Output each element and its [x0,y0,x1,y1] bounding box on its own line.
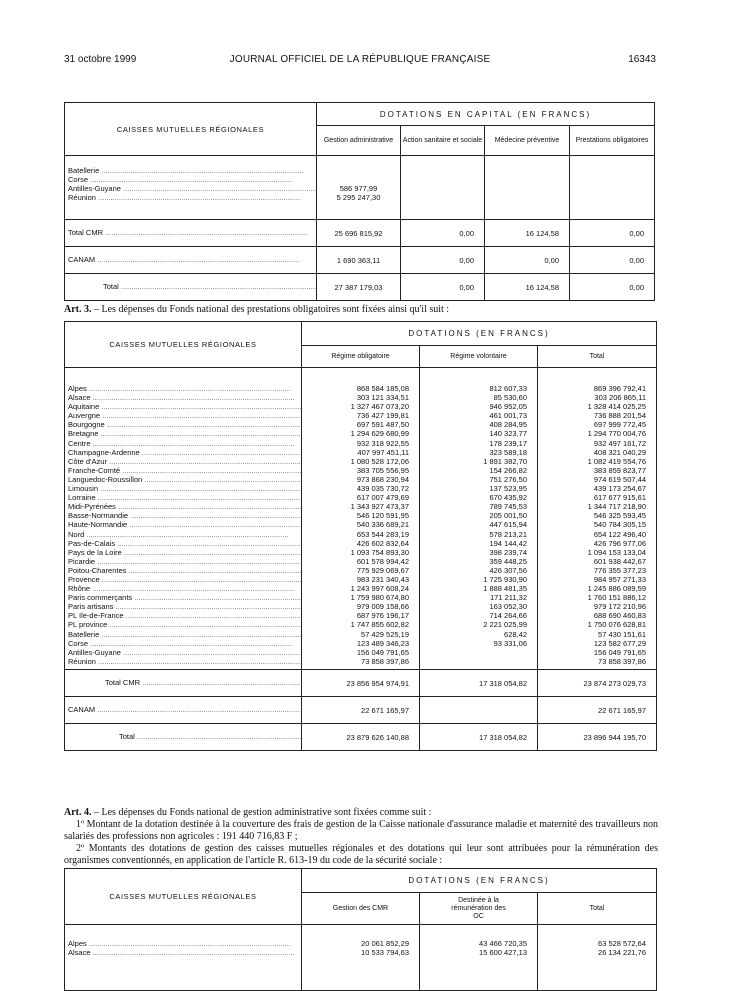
table-cell: 26 134 221,76 [598,948,646,958]
table-row-label: PL province ..... [68,620,301,629]
table-cell: 653 544 283,19 [356,529,409,539]
table-cell: 16 124,58 [485,220,570,247]
table-cell: 0,00 [401,247,485,274]
table3-gestion-cell [302,925,420,991]
table-cell: 1 888 481,35 [483,584,527,594]
table3-col-header: Total [538,893,657,925]
header-page-number: 16343 [628,54,656,65]
table-cell: 1 344 717 218,90 [587,502,646,512]
table-cell: 426 307,56 [489,565,527,575]
table2-regime-volontaire-cell [420,368,538,670]
table-cell: 932 497 161,72 [593,438,646,448]
table-row-label: Provence ..... [68,575,301,584]
table-cell [317,175,400,184]
table-cell: 15 600 427,13 [479,948,527,958]
table-row-label: Pas-de-Calais ..... [68,539,301,548]
table1-values-cell [317,156,401,220]
table-row-label: Antilles-Guyane ..... [68,184,316,193]
table-cell: 869 396 792,41 [593,384,646,393]
table-cell: 0,00 [570,220,655,247]
table2-col-header: Total [538,346,657,368]
table-cell: 546 325 593,45 [593,511,646,521]
table1-col-header: Médecine préventive [485,126,570,156]
table-cell: 426 796 977,06 [593,538,646,548]
table-cell [420,657,527,666]
table-row-label: Alsace ..... [68,948,301,957]
table-row [65,220,655,247]
table-row-label: Corse ..... [68,639,301,648]
table-gestion-administrative [64,868,657,991]
table-row-label: Auvergne ..... [68,411,301,420]
table-cell: 439 173 254,67 [593,484,646,494]
table3-names-cell [65,925,302,991]
table-cell: 688 690 460,83 [593,611,646,621]
table-cell: 137 523,95 [489,484,527,494]
table-row-label: Paris commerçants ..... [68,593,301,602]
table-row-label: Batellerie ..... [68,630,301,639]
table-cell: 546 120 591,95 [356,511,409,521]
table-row-label: Bourgogne ..... [68,420,301,429]
table-cell: 447 615,94 [489,520,527,530]
table-cell: 1 245 886 089,59 [587,584,646,594]
table-row [65,274,655,301]
page-header [64,54,656,70]
table-row-label: Champagne-Ardenne ..... [68,448,301,457]
table-cell: 85 530,60 [493,393,527,403]
table-cell: 461 001,73 [489,411,527,421]
table-cell: 0,00 [570,247,655,274]
table-cell: 714 264,66 [489,611,527,621]
table2-regime-obligatoire-cell [302,368,420,670]
table-cell: 812 607,33 [489,384,527,393]
table2-total-cell [538,368,657,670]
table-row [65,724,657,751]
table-cell: 57 430 151,61 [598,629,646,639]
table-cell: 383 859 823,77 [593,465,646,475]
table1-total-label: Total ..... [103,282,316,291]
table-cell: 63 528 572,64 [598,939,646,948]
table-cell: 303 121 334,51 [356,393,409,403]
table-row-label: Alpes ..... [68,384,301,393]
table3-col-header: Destinée à la rémunération des OC [420,893,538,925]
table-cell: 23 856 954 974,91 [302,670,420,697]
table-cell: 776 355 377,23 [593,565,646,575]
article-4-paragraph-2: 2º Montants des dotations de gestion des caisses mutuelles régionales et des dotations qui leur sont attribuées pour la rémunération des organismes conventionnés, en application de l'article R. 613-19 du code de la sécurité sociale : [64,843,658,866]
table-row-label: Corse ..... [68,175,316,184]
table1-col-header: Prestations obligatoires [570,126,655,156]
table-cell: 670 435,92 [489,493,527,503]
table-cell: 16 124,58 [485,274,570,301]
table-cell: 426 602 832,64 [356,538,409,548]
table-cell: 979 009 158,66 [356,602,409,612]
table-cell: 983 231 340,43 [356,574,409,584]
table-cell: 540 336 689,21 [356,520,409,530]
table-cell: 1 094 153 133,04 [587,547,646,557]
table-cell: 20 061 852,29 [361,939,409,948]
table-cell: 617 007 479,69 [356,493,409,503]
table-cell [420,697,538,724]
table-cell: 736 427 199,81 [356,411,409,421]
article-3-number: Art. 3. [64,304,92,315]
table-dotations-capital [64,102,655,301]
table-cell: 23 896 944 195,70 [538,724,657,751]
table-cell: 383 705 556,95 [356,465,409,475]
table3-remuneration-cell [420,925,538,991]
table-row-label: Antilles-Guyane ..... [68,648,301,657]
table-cell: 93 331,06 [493,638,527,648]
table-cell: 23 874 273 029,73 [538,670,657,697]
table2-names-cell [65,368,302,670]
table-cell: 1 327 467 073,20 [350,402,409,412]
table-row-label: Rhône ..... [68,584,301,593]
table-row [65,697,657,724]
table-cell: 73 858 397,86 [598,656,646,666]
table-row-label: Languedoc-Roussillon ..... [68,475,301,484]
table2-total-cmr-label: Total CMR ..... [105,678,301,687]
table-row-label: Basse-Normandie ..... [68,511,301,520]
table-cell: 932 318 922,55 [356,438,409,448]
table2-canam-label: CANAM ..... [68,705,301,714]
table2-total-label: Total ..... [119,732,301,741]
table-cell [420,648,527,657]
table-row-label: Pays de la Loire ..... [68,548,301,557]
table-row-label: Midi-Pyrénées ..... [68,502,301,511]
table-cell: 654 122 496,40 [593,529,646,539]
table-cell: 697 999 772,45 [593,420,646,430]
table-cell: 73 858 397,86 [361,656,409,666]
table-cell: 601 578 994,42 [356,556,409,566]
table1-names-cell [65,156,317,220]
table-cell: 0,00 [485,247,570,274]
table3-first-col-header: CAISSES MUTUELLES RÉGIONALES [65,869,302,925]
table-cell: 1 747 855 602,82 [350,620,409,630]
table-cell: 27 387 179,03 [317,274,401,301]
table-cell [317,166,400,175]
table-cell: 1 243 997 608,24 [350,584,409,594]
table-cell: 1 328 414 025,25 [587,402,646,412]
table-row-label: Alpes ..... [68,939,301,948]
table1-total-cmr-label: Total CMR ..... [68,228,316,237]
table2-col-header: Régime obligatoire [302,346,420,368]
table-cell: 439 035 730,72 [356,484,409,494]
table-cell: 0,00 [401,274,485,301]
table-cell: 154 266,82 [489,465,527,475]
table-cell: 586 977,99 [339,184,378,194]
table3-total-cell [538,925,657,991]
table-cell: 10 533 794,63 [361,948,409,958]
table2-group-header: DOTATIONS (EN FRANCS) [302,322,657,346]
article-4 [64,807,658,867]
table-row-label: Batellerie ..... [68,166,316,175]
table-cell: 973 868 230,94 [356,474,409,484]
table-cell: 601 938 442,67 [593,556,646,566]
table-cell: 751 276,50 [489,474,527,484]
table-cell: 1 725 930,90 [483,574,527,584]
table-row-label: Réunion ..... [68,193,316,202]
table-cell: 1 759 980 674,80 [350,593,409,603]
table-row-label: Picardie ..... [68,557,301,566]
table-cell: 979 172 210,96 [593,602,646,612]
article-4-number: Art. 4. [64,807,92,818]
table-cell: 123 582 677,29 [593,638,646,648]
table-cell: 736 888 201,54 [593,411,646,421]
table-cell: 974 619 507,44 [593,474,646,484]
table-cell: 687 976 196,17 [356,611,409,621]
table-row-label: Limousin ..... [68,484,301,493]
table-cell: 775 929 069,67 [356,565,409,575]
table-cell: 868 584 185,08 [356,384,409,393]
table-cell: 1 080 528 172,06 [350,456,409,466]
table-cell: 22 671 165,97 [538,697,657,724]
table-cell: 1 690 363,11 [317,247,401,274]
table-cell: 617 677 915,61 [593,493,646,503]
table-cell: 1 343 927 473,37 [350,502,409,512]
table-cell: 17 318 054,82 [420,724,538,751]
table-cell: 398 239,74 [489,547,527,557]
table-row-label: Réunion ..... [68,657,301,666]
table-cell: 323 589,18 [489,447,527,457]
table-cell: 0,00 [401,220,485,247]
table-cell: 156 049 791,65 [593,647,646,657]
table-cell: 25 696 815,92 [317,220,401,247]
table2-col-header: Régime volontaire [420,346,538,368]
table1-canam-label: CANAM ..... [68,255,316,264]
table-cell: 359 448,25 [489,556,527,566]
table-cell: 408 284,95 [489,420,527,430]
table-cell: 408 321 040,29 [593,447,646,457]
table-row-label: Nord ..... [68,530,301,539]
table-row-label: Bretagne ..... [68,429,301,438]
table-row [65,670,657,697]
table-row-label: Centre ..... [68,439,301,448]
table1-col-header: Gestion administrative [317,126,401,156]
table-row-label: Poitou-Charentes ..... [68,566,301,575]
table-cell: 540 784 305,15 [593,520,646,530]
table-prestations-obligatoires [64,321,657,751]
table-row-label: Paris artisans ..... [68,602,301,611]
table-cell: 5 295 247,30 [336,193,381,203]
table-cell: 205 001,50 [489,511,527,521]
article-4-text: – Les dépenses du Fonds national de gestion administrative sont fixées comme suit : [94,807,432,818]
table1-group-header: DOTATIONS EN CAPITAL (EN FRANCS) [317,103,655,126]
table3-group-header: DOTATIONS (EN FRANCS) [302,869,657,893]
table-row-label: Lorraine ..... [68,493,301,502]
table-cell: 1 082 419 554,76 [587,456,646,466]
table-row-label: Alsace ..... [68,393,301,402]
table-cell: 156 049 791,65 [356,647,409,657]
table-cell: 1 093 754 893,30 [350,547,409,557]
article-3 [64,304,658,316]
table-cell: 303 206 865,11 [594,393,646,403]
table-cell: 578 213,21 [489,529,527,539]
table-cell: 697 591 487,50 [356,420,409,430]
table-cell: 171 211,32 [490,593,527,603]
table-row-label: PL Ile-de-France ..... [68,611,301,620]
table-cell: 57 429 525,19 [361,629,409,639]
table1-col-header: Action sanitaire et sociale [401,126,485,156]
table-cell: 140 323,77 [489,429,527,439]
table-row [65,247,655,274]
table2-first-col-header: CAISSES MUTUELLES RÉGIONALES [65,322,302,368]
table-cell: 0,00 [570,274,655,301]
table-row-label: Haute-Normandie ..... [68,520,301,529]
table-cell: 946 952,05 [489,402,527,412]
table-cell: 2 221 025,99 [483,620,527,630]
article-3-text: – Les dépenses du Fonds national des prestations obligatoires sont fixées ainsi qu'il suit : [94,304,450,315]
table-cell: 163 052,30 [489,602,527,612]
article-4-paragraph-1: 1º Montant de la dotation destinée à la couverture des frais de gestion de la Caisse nationale d'assurance maladie et maternité des travailleurs non salariés des professions non agricoles : 191 440 716,83 F ; [64,819,658,842]
table-row-label: Aquitaine ..... [68,402,301,411]
header-date: 31 octobre 1999 [64,54,137,65]
table-cell: 178 239,17 [489,438,527,448]
table-cell: 984 957 271,33 [593,574,646,584]
header-journal: JOURNAL OFFICIEL DE LA RÉPUBLIQUE FRANÇAISE [229,54,491,65]
table-cell: 1 294 770 004,76 [587,429,646,439]
table1-first-col-header: CAISSES MUTUELLES RÉGIONALES [65,103,317,156]
table-cell: 1 750 076 628,81 [587,620,646,630]
table-cell: 1 760 151 886,12 [587,593,646,603]
table-cell: 23 879 626 140,88 [302,724,420,751]
table-cell: 407 997 451,11 [357,447,409,457]
table-cell: 1 891 382,70 [483,456,527,466]
table-cell: 123 489 346,23 [356,638,409,648]
table-cell: 22 671 165,97 [302,697,420,724]
table3-col-header: Gestion des CMR [302,893,420,925]
table-cell: 43 466 720,35 [479,939,527,948]
table-cell: 789 745,53 [489,502,527,512]
table-cell: 1 294 629 680,99 [350,429,409,439]
table-row-label: Côte d'Azur ..... [68,457,301,466]
table-cell: 17 318 054,82 [420,670,538,697]
table-cell: 194 144,42 [489,538,527,548]
table-row-label: Franche-Comté ..... [68,466,301,475]
table-cell: 628,42 [504,629,527,639]
